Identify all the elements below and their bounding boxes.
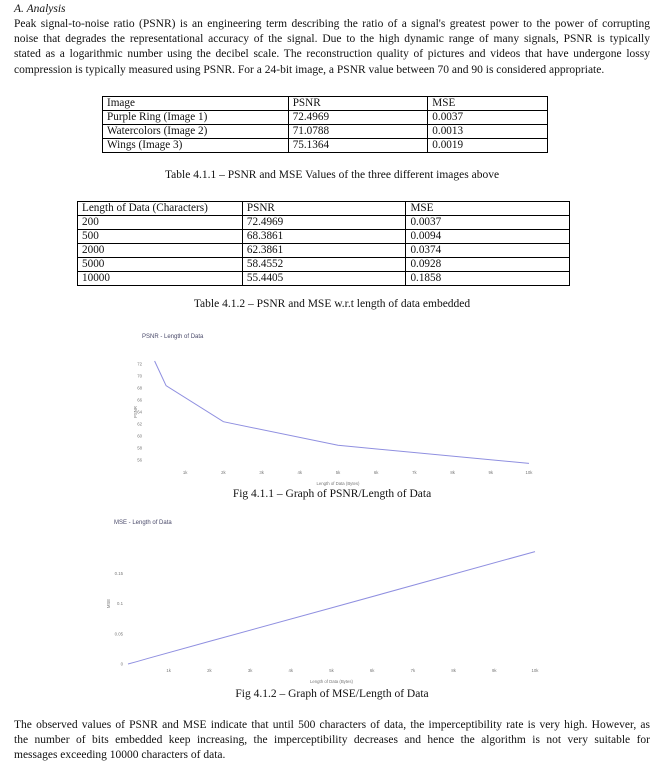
y-tick-label: 66 bbox=[137, 397, 142, 403]
table-cell: 0.0037 bbox=[406, 216, 570, 230]
x-tick-label: 1k bbox=[166, 668, 171, 673]
x-tick-label: 2k bbox=[207, 668, 212, 673]
table-header-cell: PSNR bbox=[242, 202, 406, 216]
intro-line: stated as a logarithmic number using the decibel scale. The reconstruction quality of pictures and videos that have undergone lossy bbox=[14, 48, 650, 61]
conclusion-line: messages exceeding 10000 characters of data. bbox=[14, 749, 226, 762]
section-heading: A. Analysis bbox=[14, 3, 66, 15]
x-axis-label: Length of Data (Bytes) bbox=[316, 481, 360, 486]
table-cell: 0.0094 bbox=[406, 230, 570, 244]
x-tick-label: 7k bbox=[412, 470, 417, 475]
y-axis-label: MSE bbox=[106, 598, 111, 609]
table-cell: 500 bbox=[78, 230, 243, 244]
y-tick-label: 60 bbox=[137, 433, 142, 439]
series-line bbox=[128, 552, 535, 664]
figure1-caption: Fig 4.1.1 – Graph of PSNR/Length of Data bbox=[232, 488, 432, 500]
table2-caption: Table 4.1.2 – PSNR and MSE w.r.t length of data embedded bbox=[193, 298, 471, 310]
x-tick-label: 1k bbox=[182, 470, 188, 475]
y-tick-label: 56 bbox=[137, 457, 142, 463]
table-cell: 72.4969 bbox=[242, 216, 406, 230]
x-tick-label: 9k bbox=[492, 668, 497, 673]
table-cell: 0.0013 bbox=[428, 125, 548, 139]
y-tick-label: 62 bbox=[137, 421, 142, 427]
intro-line: compression is typically measured using PSNR. For a 24-bit image, a PSNR value between 70 and 90 is considered appropriate. bbox=[14, 63, 605, 76]
table-cell: 0.0374 bbox=[406, 244, 570, 258]
x-tick-label: 8k bbox=[451, 668, 456, 673]
y-axis-label: PSNR bbox=[133, 406, 138, 418]
intro-line: noise that degrades the representational accuracy of the signal. Due to the high dynamic range of many signals, PSNR is typically bbox=[14, 33, 650, 46]
x-tick-label: 8k bbox=[450, 470, 455, 475]
table-header-cell: MSE bbox=[406, 202, 570, 216]
chart-title: MSE - Length of Data bbox=[114, 520, 172, 526]
table-cell: 5000 bbox=[78, 258, 243, 272]
conclusion-paragraph bbox=[14, 718, 650, 764]
table-cell: 68.3861 bbox=[242, 230, 406, 244]
table-cell: 0.1858 bbox=[406, 272, 570, 286]
x-tick-label: 10k bbox=[531, 668, 539, 673]
x-tick-label: 3k bbox=[247, 668, 253, 673]
x-tick-label: 3k bbox=[259, 470, 264, 475]
table-cell: 55.4405 bbox=[242, 272, 406, 286]
conclusion-line: the number of bits embedded keep increasing, the imperceptibility decreases and hence the algorithm is not very suitable for bbox=[14, 734, 650, 747]
x-tick-label: 6k bbox=[373, 470, 379, 475]
table-cell: 71.0788 bbox=[288, 125, 428, 139]
y-tick-label: 58 bbox=[137, 445, 142, 451]
table-cell: 75.1364 bbox=[288, 139, 428, 153]
x-tick-label: 5k bbox=[335, 470, 341, 475]
x-tick-label: 7k bbox=[410, 668, 416, 673]
table-cell: Wings (Image 3) bbox=[103, 139, 289, 153]
table-header-cell: PSNR bbox=[288, 97, 428, 111]
table-cell: 2000 bbox=[78, 244, 243, 258]
y-tick-label: 64 bbox=[137, 409, 142, 415]
table-cell: 62.3861 bbox=[242, 244, 406, 258]
table-cell: 58.4552 bbox=[242, 258, 406, 272]
table-cell: 10000 bbox=[78, 272, 243, 286]
x-tick-label: 9k bbox=[488, 470, 494, 475]
table-cell: 0.0019 bbox=[428, 139, 548, 153]
x-axis-label: Length of Data (Bytes) bbox=[310, 679, 353, 684]
y-tick-label: 0.15 bbox=[114, 570, 123, 576]
table-header-cell: MSE bbox=[428, 97, 548, 111]
intro-line: Peak signal-to-noise ratio (PSNR) is an engineering term describing the ratio of a signal's greatest power to the power of corrupting bbox=[14, 18, 650, 30]
y-tick-label: 0 bbox=[120, 661, 123, 667]
x-tick-label: 6k bbox=[369, 668, 375, 673]
table-cell: 0.0037 bbox=[428, 111, 548, 125]
y-tick-label: 68 bbox=[137, 385, 142, 391]
x-tick-label: 5k bbox=[329, 668, 334, 673]
table-cell: 200 bbox=[78, 216, 243, 230]
table-cell: 72.4969 bbox=[288, 111, 428, 125]
table-cell: 0.0928 bbox=[406, 258, 570, 272]
series-line bbox=[155, 361, 529, 463]
y-tick-label: 0.1 bbox=[117, 601, 123, 606]
conclusion-line: The observed values of PSNR and MSE indicate that until 500 characters of data, the imperceptibility rate is very high. However, as bbox=[14, 719, 650, 731]
chart-title: PSNR - Length of Data bbox=[142, 334, 204, 340]
figure2-caption: Fig 4.1.2 – Graph of MSE/Length of Data bbox=[235, 688, 429, 700]
y-tick-label: 70 bbox=[137, 373, 142, 379]
y-tick-label: 0.05 bbox=[114, 631, 123, 637]
table-cell: Watercolors (Image 2) bbox=[103, 125, 289, 139]
table-header-cell: Length of Data (Characters) bbox=[78, 202, 243, 216]
x-tick-label: 4k bbox=[297, 470, 303, 475]
table-cell: Purple Ring (Image 1) bbox=[103, 111, 289, 125]
x-tick-label: 4k bbox=[288, 668, 294, 673]
x-tick-label: 2k bbox=[221, 470, 226, 475]
table1-caption: Table 4.1.1 – PSNR and MSE Values of the three different images above bbox=[164, 169, 500, 181]
x-tick-label: 10k bbox=[525, 470, 533, 475]
table-header-cell: Image bbox=[103, 97, 289, 111]
y-tick-label: 72 bbox=[137, 361, 142, 367]
